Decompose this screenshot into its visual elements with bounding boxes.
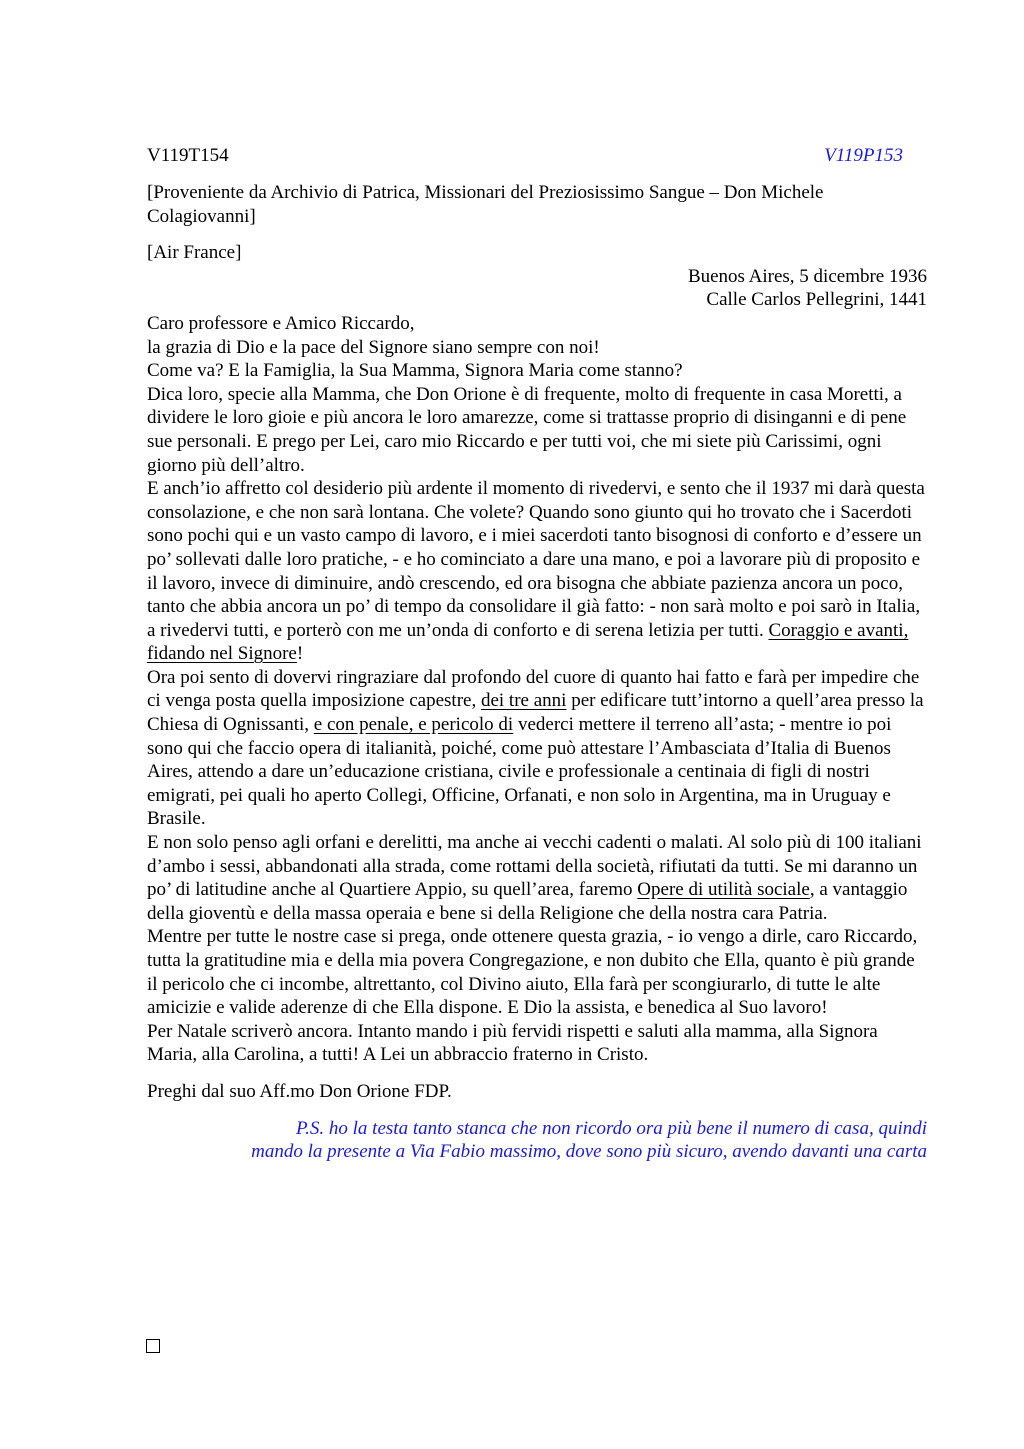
place-date-line-1: Buenos Aires, 5 dicembre 1936 bbox=[687, 265, 927, 287]
paragraph-2-underlined: Coraggio e avanti, fidando nel Signore bbox=[147, 619, 909, 665]
document-code: V119T154 bbox=[147, 145, 229, 166]
paragraph-3-underlined-1: dei tre anni bbox=[480, 690, 567, 712]
paragraph-3-part-b: per edificare tutt’intorno a quell’area presso la Chiesa di Ognissanti, bbox=[147, 690, 924, 736]
header-row bbox=[147, 144, 903, 168]
postscript-line-2: mando la presente a Via Fabio massimo, dove sono più sicuro, avendo davanti una carta bbox=[251, 1141, 927, 1163]
page-reference-code: V119P153 bbox=[824, 145, 903, 166]
paragraph-3 bbox=[147, 666, 927, 831]
paragraph-2-end: ! bbox=[296, 643, 304, 665]
paragraph-2-text: E anch’io affretto col desiderio più ardente il momento di rivedervi, e sento che il 1937 mi darà questa consolazione, e che non sarà lontana. Che volete? Quando sono giunto qui ho trovato che i Sacerdoti sono pochi qui e un vasto campo di lavoro, e i miei sacerdoti tanto bisognosi di conforto e d’essere un po’ sollevati dalle loro pratiche, - e ho cominciato a dare una mano, e poi a lavorare più di proposito e il lavoro, invece di diminuire, andò crescendo, ed ora bisogna che abbiate pazienza ancora un poco, tanto che abbia ancora un po’ di tempo da consolidare il già fatto: - non sarà molto e poi sarò in Italia, a rivedervi tutti, e porterò con me un’onda di conforto e di serena letizia per tutti. bbox=[147, 478, 925, 641]
paragraph-5: Mentre per tutte le nostre case si prega, onde ottenere questa grazia, - io vengo a dirle, caro Riccardo, tutta la gratitudine mia e della mia povera Congregazione, e non dubito che Ella, quanto è più grande il pericolo che ci incombe, altrettanto, col Divino aiuto, Ella farà per scongiurarlo, di tutte le alte amicizie e valide aderenze di che Ella dispone. E Dio la assista, e benedica al Suo lavoro! bbox=[147, 926, 918, 1019]
footer-checkbox-glyph bbox=[146, 1339, 160, 1353]
paragraph-1: Dica loro, specie alla Mamma, che Don Orione è di frequente, molto di frequente in casa Moretti, a dividere le loro gioie e più ancora le loro amarezze, come si trattasse proprio di disinganni e di pene sue personali. E prego per Lei, caro mio Riccardo e per tutti voi, che mi siete più Carissimi, ogni giorno più dell’altro. bbox=[147, 383, 907, 476]
paragraph-4-part-a: E non solo penso agli orfani e derelitti, ma anche ai vecchi cadenti o malati. Al solo più di 100 italiani d’ambo i sessi, abbandonati alla strada, come rottami della società, rifiutati da tutti. Se mi daranno un po’ di latitudine anche al Quartiere Appio, su quell’area, faremo bbox=[147, 832, 922, 901]
paragraph-3-part-a: Ora poi sento di dovervi ringraziare dal profondo del cuore di quanto hai fatto e farà per impedire che ci venga posta quella imposizione capestre, bbox=[147, 666, 920, 712]
place-date bbox=[147, 265, 927, 312]
postscript-line-1: P.S. ho la testa tanto stanca che non ricordo ora più bene il numero di casa, quindi bbox=[296, 1117, 927, 1139]
paragraph-4-underlined: Opere di utilità sociale bbox=[637, 879, 810, 901]
document-page bbox=[147, 144, 927, 1164]
letter-body bbox=[147, 312, 927, 1164]
salutation: Caro professore e Amico Riccardo, bbox=[147, 312, 415, 334]
place-date-line-2: Calle Carlos Pellegrini, 1441 bbox=[706, 289, 927, 311]
paragraph-6: Per Natale scriverò ancora. Intanto mando i più fervidi rispetti e saluti alla mamma, alla Signora Maria, alla Carolina, a tutti! A Lei un abbraccio fraterno in Cristo. bbox=[147, 1020, 878, 1066]
postscript bbox=[147, 1117, 927, 1164]
letterhead-note: [Air France] bbox=[147, 242, 242, 264]
paragraph-3-underlined-2: e con penale, e pericolo di bbox=[313, 714, 514, 736]
question: Come va? E la Famiglia, la Sua Mamma, Signora Maria come stanno? bbox=[147, 360, 683, 382]
paragraph-3-part-c: vederci mettere il terreno all’asta; - mentre io poi sono qui che faccio opera di italianità, poiché, come può attestare l’Ambasciata d’Italia di Buenos Aires, attendo a dare un’educazione cristiana, civile e professionale a centinaia di figli di nostri emigrati, pei quali ho aperto Collegi, Officine, Orfanati, e non solo in Argentina, ma in Uruguay e Brasile. bbox=[147, 714, 892, 830]
provenance-note: [Proveniente da Archivio di Patrica, Missionari del Preziosissimo Sangue – Don Michele Colagiovanni] bbox=[147, 182, 824, 227]
paragraph-4-part-b: , a vantaggio della gioventù e della massa operaia e bene si della Religione che della nostra cara Patria. bbox=[147, 879, 908, 924]
greeting: la grazia di Dio e la pace del Signore siano sempre con noi! bbox=[147, 336, 600, 358]
closing-signature: Preghi dal suo Aff.mo Don Orione FDP. bbox=[147, 1080, 452, 1102]
paragraph-4 bbox=[147, 831, 927, 925]
paragraph-2 bbox=[147, 477, 927, 666]
